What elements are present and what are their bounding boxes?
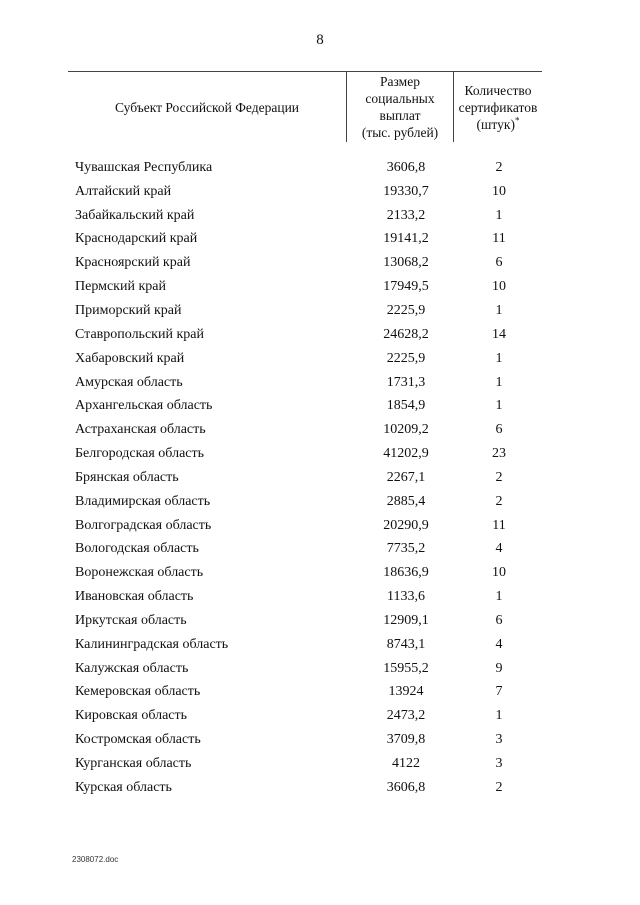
row-amount: 41202,9 <box>383 446 429 462</box>
row-subject: Алтайский край <box>75 183 172 199</box>
row-amount: 3709,8 <box>386 732 426 748</box>
row-amount: 1854,9 <box>386 398 426 414</box>
row-amount: 15955,2 <box>383 660 429 676</box>
row-amount: 12909,1 <box>383 612 429 628</box>
row-subject: Архангельская область <box>75 398 213 414</box>
row-count: 11 <box>492 517 506 533</box>
table-row <box>68 681 542 705</box>
row-subject: Ставропольский край <box>75 326 204 342</box>
page-number: 8 <box>316 32 324 48</box>
row-subject: Курганская область <box>75 756 192 772</box>
row-amount: 2473,2 <box>386 708 426 724</box>
row-subject: Хабаровский край <box>75 350 185 366</box>
header-count-line <box>459 116 538 133</box>
table-row <box>68 299 542 323</box>
table-row <box>68 657 542 681</box>
row-amount: 8743,1 <box>386 636 426 652</box>
row-amount: 3606,8 <box>386 159 426 175</box>
table-row <box>68 776 542 800</box>
row-amount: 1731,3 <box>386 374 426 390</box>
row-amount: 2225,9 <box>386 302 426 318</box>
row-count: 14 <box>492 326 506 342</box>
row-count: 1 <box>495 207 503 223</box>
row-amount: 13068,2 <box>383 255 429 271</box>
row-subject: Белгородская область <box>75 446 205 462</box>
header-count-line: Количество <box>464 82 532 98</box>
table-row <box>68 394 542 418</box>
row-subject: Чувашская Республика <box>75 159 213 175</box>
table-row <box>68 514 542 538</box>
table-row <box>68 275 542 299</box>
table-row <box>68 371 542 395</box>
table-row <box>68 752 542 776</box>
row-count: 2 <box>495 159 503 175</box>
row-subject: Владимирская область <box>75 493 211 509</box>
row-subject: Вологодская область <box>75 541 199 557</box>
row-amount: 3606,8 <box>386 779 426 795</box>
row-count: 1 <box>495 708 503 724</box>
row-subject: Амурская область <box>75 374 183 390</box>
header-certificate-count <box>454 72 542 142</box>
row-subject: Забайкальский край <box>75 207 195 223</box>
row-subject: Курская область <box>75 779 172 795</box>
row-subject: Кемеровская область <box>75 684 201 700</box>
row-amount: 24628,2 <box>383 326 429 342</box>
payments-table <box>68 71 542 795</box>
table-row <box>68 418 542 442</box>
table-row <box>68 180 542 204</box>
row-subject: Пермский край <box>75 279 166 295</box>
row-count: 6 <box>495 255 503 271</box>
row-count: 10 <box>492 565 506 581</box>
row-amount: 13924 <box>388 684 424 700</box>
row-amount: 2267,1 <box>386 469 426 485</box>
table-row <box>68 323 542 347</box>
row-count: 3 <box>495 756 503 772</box>
row-count: 3 <box>495 732 503 748</box>
footer-filename: 2308072.doc <box>72 855 119 864</box>
header-payment-line: выплат <box>379 108 421 123</box>
row-subject: Воронежская область <box>75 565 204 581</box>
table-row <box>68 728 542 752</box>
row-amount: 2133,2 <box>386 207 426 223</box>
table-row <box>68 609 542 633</box>
table-body <box>68 156 542 800</box>
row-count: 2 <box>495 779 503 795</box>
table-row <box>68 633 542 657</box>
table-row <box>68 561 542 585</box>
table-row <box>68 466 542 490</box>
header-payment-line: социальных <box>365 91 435 106</box>
row-amount: 17949,5 <box>383 279 429 295</box>
row-amount: 4122 <box>392 756 420 772</box>
table-row <box>68 538 542 562</box>
row-count: 1 <box>495 350 503 366</box>
row-subject: Калининградская область <box>75 636 229 652</box>
row-count: 2 <box>495 493 503 509</box>
row-count: 9 <box>495 660 503 676</box>
row-amount: 1133,6 <box>387 589 425 605</box>
row-amount: 2225,9 <box>386 350 426 366</box>
row-count: 1 <box>495 374 503 390</box>
row-subject: Краснодарский край <box>75 231 198 247</box>
header-subject: Субъект Российской Федерации <box>114 99 300 115</box>
row-count: 11 <box>492 231 506 247</box>
table-row <box>68 585 542 609</box>
row-subject: Калужская область <box>75 660 189 676</box>
row-count: 4 <box>495 636 503 652</box>
row-subject: Костромская область <box>75 732 201 748</box>
row-count: 1 <box>495 398 503 414</box>
table-header <box>68 71 542 142</box>
table-row <box>68 442 542 466</box>
row-count: 6 <box>495 612 503 628</box>
row-subject: Иркутская область <box>75 612 187 628</box>
row-amount: 19330,7 <box>383 183 429 199</box>
footnote-mark: * <box>514 115 520 125</box>
row-subject: Красноярский край <box>75 255 191 271</box>
row-count: 1 <box>495 589 503 605</box>
row-amount: 20290,9 <box>383 517 429 533</box>
row-subject: Брянская область <box>75 469 179 485</box>
row-subject: Волгоградская область <box>75 517 212 533</box>
row-count: 23 <box>492 446 506 462</box>
header-payment-amount <box>346 72 454 142</box>
table-row <box>68 490 542 514</box>
row-count: 7 <box>495 684 503 700</box>
table-row <box>68 704 542 728</box>
table-row <box>68 251 542 275</box>
row-subject: Приморский край <box>75 302 182 318</box>
header-count-unit: (штук) <box>476 116 515 132</box>
table-row <box>68 347 542 371</box>
table-row <box>68 204 542 228</box>
row-subject: Ивановская область <box>75 589 194 605</box>
row-count: 1 <box>495 302 503 318</box>
table-row <box>68 156 542 180</box>
row-subject: Кировская область <box>75 708 188 724</box>
row-count: 4 <box>495 541 503 557</box>
table-row <box>68 228 542 252</box>
header-payment-line: Размер <box>380 74 420 89</box>
row-count: 10 <box>492 183 506 199</box>
row-count: 2 <box>495 469 503 485</box>
header-count-line: сертификатов <box>458 99 538 115</box>
header-payment-line: (тыс. рублей) <box>361 125 439 140</box>
row-subject: Астраханская область <box>75 422 206 438</box>
row-count: 10 <box>492 279 506 295</box>
row-amount: 19141,2 <box>383 231 429 247</box>
row-amount: 18636,9 <box>383 565 429 581</box>
row-amount: 10209,2 <box>383 422 429 438</box>
row-amount: 2885,4 <box>386 493 426 509</box>
row-amount: 7735,2 <box>386 541 426 557</box>
row-count: 6 <box>495 422 503 438</box>
